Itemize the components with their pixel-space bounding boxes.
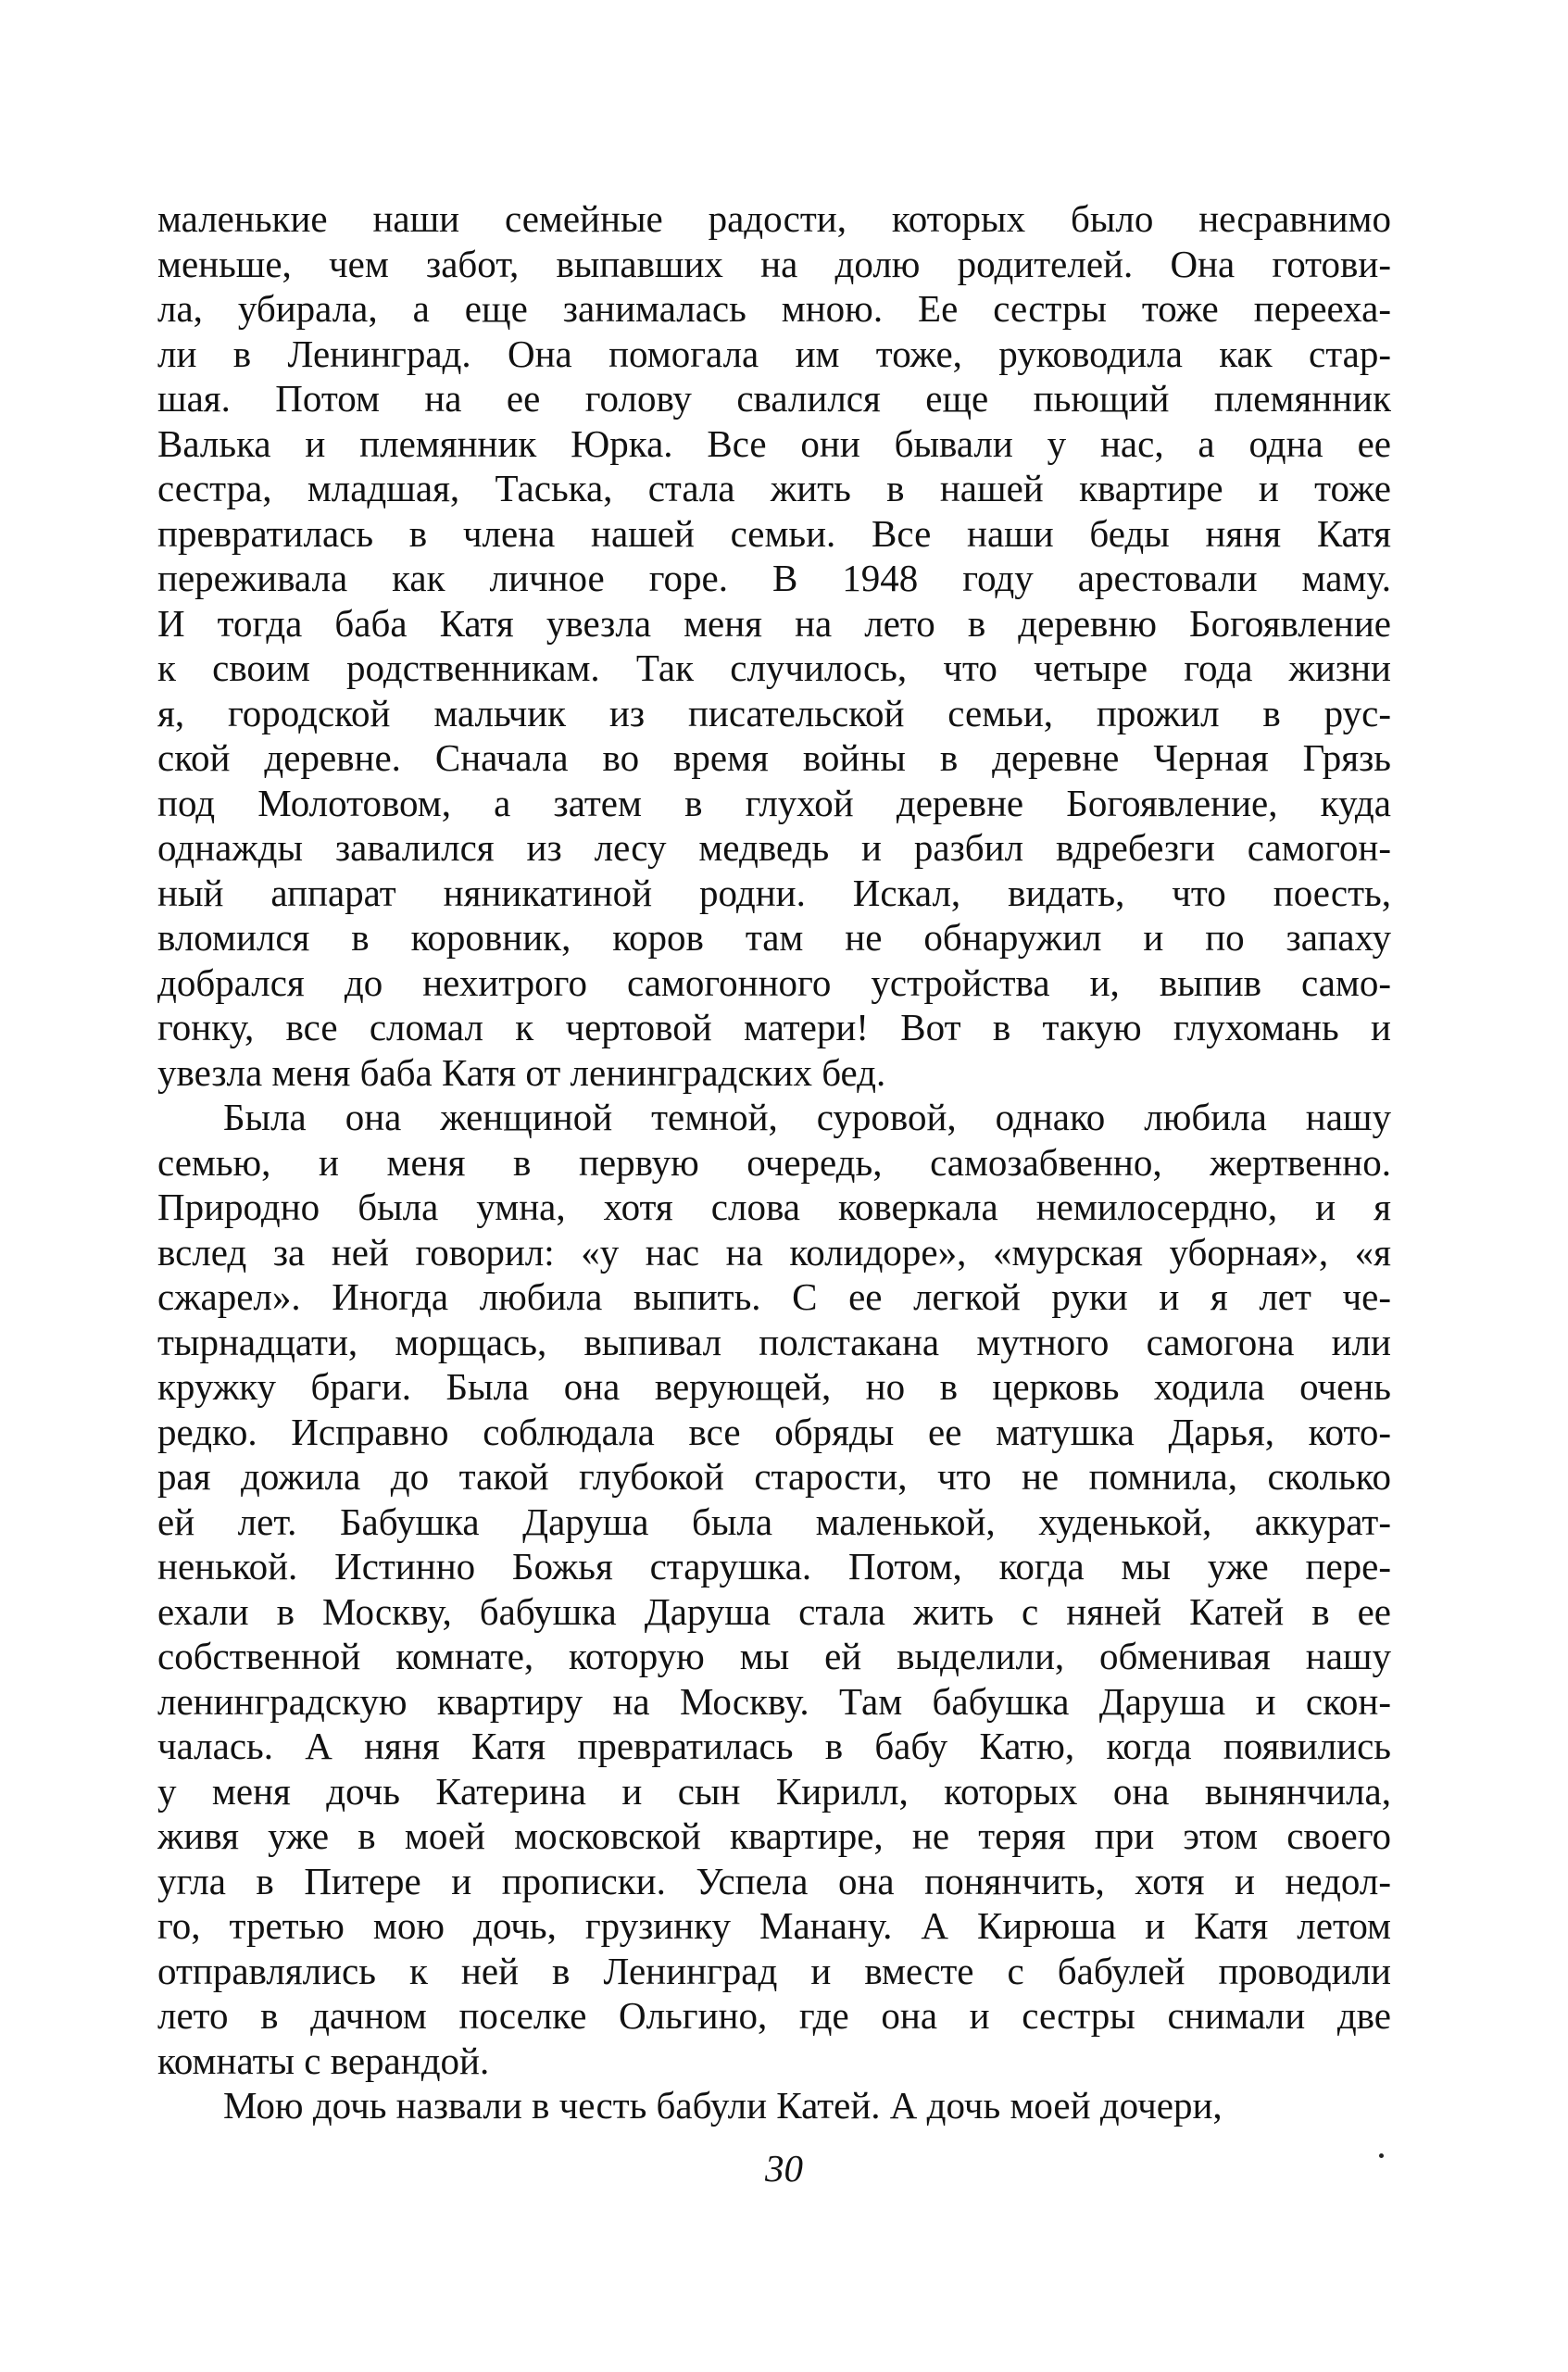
text-line: ехали в Москву, бабушка Даруша стала жить с няней Катей в ее — [157, 1589, 1391, 1633]
text-line: ли в Ленинград. Она помогала им тоже, руководила как стар- — [157, 332, 1391, 375]
text-line: вслед за ней говорил: «у нас на колидоре», «мурская уборная», «я — [157, 1230, 1391, 1274]
text-line: кружку браги. Была она верующей, но в церковь ходила очень — [157, 1365, 1391, 1408]
text-line: ный аппарат няникатиной родни. Искал, видать, что поесть, — [157, 871, 1391, 914]
text-line: маленькие наши семейные радости, которых было несравнимо — [157, 197, 1391, 240]
text-line: под Молотовом, а затем в глухой деревне Богоявление, куда — [157, 781, 1391, 824]
text-line: Мою дочь назвали в честь бабули Катей. А дочь моей дочери, — [223, 2084, 1223, 2127]
text-line: увезла меня баба Катя от ленинградских бед. — [157, 1050, 886, 1094]
text-line: комнаты с верандой. — [157, 2039, 490, 2082]
text-line: отправлялись к ней в Ленинград и вместе с бабулей проводили — [157, 1949, 1391, 1992]
text-line: редко. Исправно соблюдала все обряды ее матушка Дарья, кото- — [157, 1410, 1391, 1453]
text-line: превратилась в члена нашей семьи. Все наши беды няня Катя — [157, 511, 1391, 555]
text-line: ненькой. Истинно Божья старушка. Потом, когда мы уже пере- — [157, 1545, 1391, 1588]
text-line: семью, и меня в первую очередь, самозабвенно, жертвенно. — [157, 1140, 1391, 1184]
text-line: сестра, младшая, Таська, стала жить в нашей квартире и тоже — [157, 467, 1391, 509]
text-line: ленинградскую квартиру на Москву. Там бабушка Даруша и скон- — [157, 1679, 1391, 1723]
text-line: И тогда баба Катя увезла меня на лето в деревню Богоявление — [157, 601, 1391, 645]
text-line: гонку, все сломал к чертовой матери! Вот в такую глухомань и — [157, 1006, 1391, 1048]
paragraph — [157, 1095, 1391, 2083]
text-line: ла, убирала, а еще занималась мною. Ее сестры тоже перееха- — [157, 287, 1391, 330]
paragraph — [157, 2083, 1391, 2128]
text-line: собственной комнате, которую мы ей выделили, обменивая нашу — [157, 1635, 1391, 1677]
text-line: переживала как личное горе. В 1948 году арестовали маму. — [157, 557, 1391, 599]
text-line: ской деревне. Сначала во время войны в деревне Черная Грязь — [157, 736, 1391, 779]
text-line: ей лет. Бабушка Даруша была маленькой, худенькой, аккурат- — [157, 1500, 1391, 1543]
page-number: 30 — [765, 2147, 803, 2190]
text-line: у меня дочь Катерина и сын Кирилл, которых она вынянчила, — [157, 1769, 1391, 1813]
text-line: меньше, чем забот, выпавших на долю родителей. Она готови- — [157, 242, 1391, 285]
text-line: к своим родственникам. Так случилось, что четыре года жизни — [157, 646, 1391, 689]
text-line: угла в Питере и прописки. Успела она понянчить, хотя и недол- — [157, 1859, 1391, 1902]
text-line: Была она женщиной темной, суровой, однако любила нашу — [223, 1096, 1391, 1138]
text-line: я, городской мальчик из писательской семьи, прожил в рус- — [157, 691, 1391, 734]
text-line: Валька и племянник Юрка. Все они бывали у нас, а одна ее — [157, 421, 1391, 465]
text-line: лето в дачном поселке Ольгино, где она и сестры снимали две — [157, 1994, 1391, 2037]
text-line: Природно была умна, хотя слова коверкала немилосердно, и я — [157, 1186, 1391, 1228]
text-line: однажды завалился из лесу медведь и разбил вдребезги самогон- — [157, 826, 1391, 869]
text-line: добрался до нехитрого самогонного устройства и, выпив само- — [157, 960, 1391, 1004]
text-line: шая. Потом на ее голову свалился еще пьющий племянник — [157, 377, 1391, 420]
text-line: живя уже в моей московской квартире, не теряя при этом своего — [157, 1814, 1391, 1857]
text-line: чалась. А няня Катя превратилась в бабу Катю, когда появились — [157, 1725, 1391, 1767]
body-text — [157, 196, 1391, 2128]
text-line: вломился в коровник, коров там не обнаружил и по запаху — [157, 916, 1391, 959]
text-line: рая дожила до такой глубокой старости, что не помнила, сколько — [157, 1455, 1391, 1498]
text-line: сжарел». Иногда любила выпить. С ее легкой руки и я лет че- — [157, 1275, 1391, 1318]
text-line: го, третью мою дочь, грузинку Манану. А Кирюша и Катя летом — [157, 1904, 1391, 1947]
text-line: тырнадцати, морщась, выпивал полстакана мутного самогона или — [157, 1320, 1391, 1363]
paragraph — [157, 196, 1391, 1095]
print-speck — [1379, 2153, 1384, 2158]
